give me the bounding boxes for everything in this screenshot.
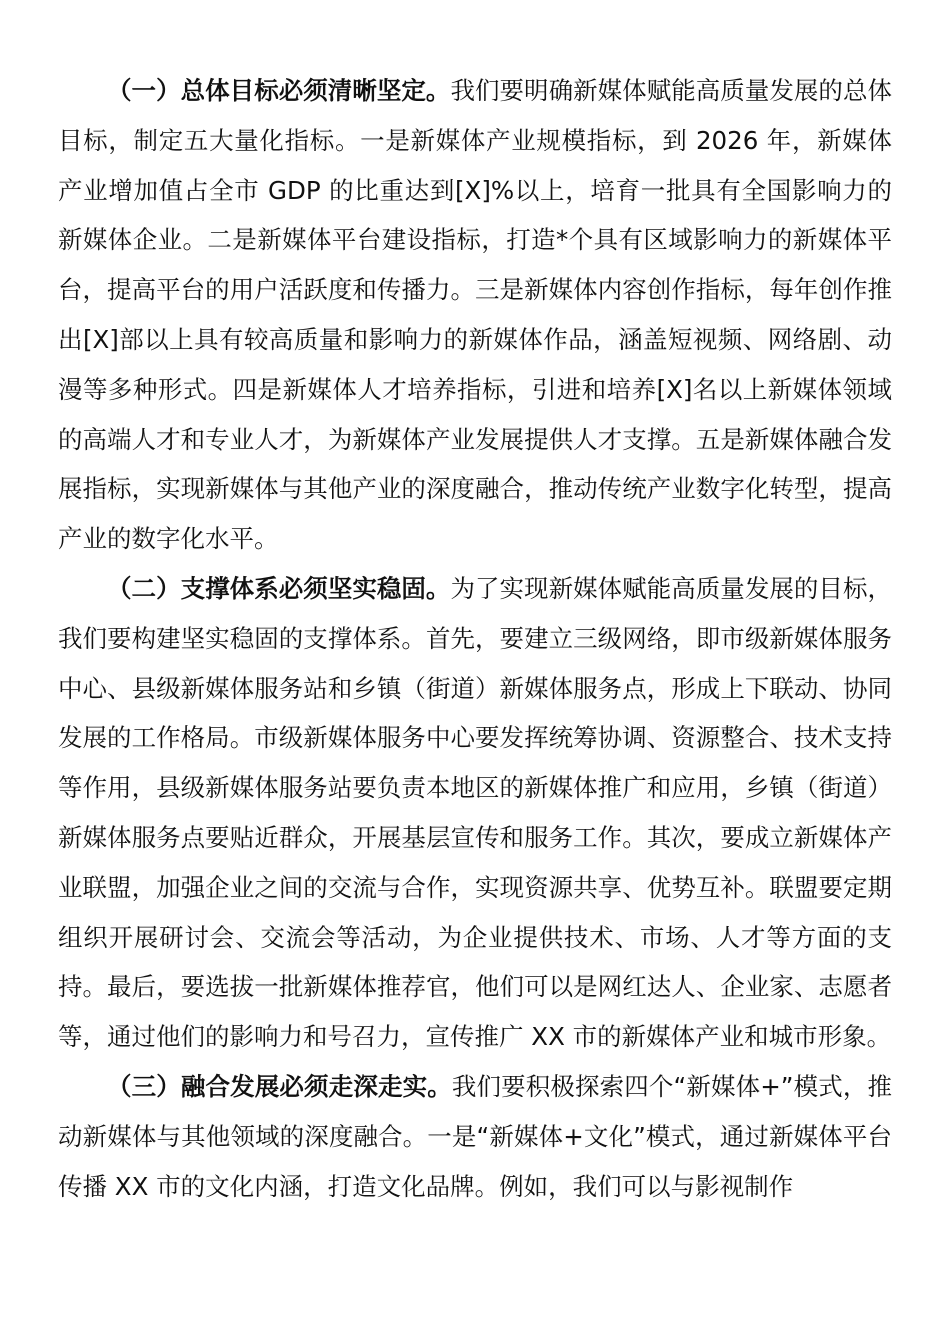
paragraph-body: 我们要积极探索四个“新媒体+”模式，推动新媒体与其他领域的深度融合。一是“新媒体+文化”模式，通过新媒体平台传播 XX 市的文化内涵，打造文化品牌。例如，我们可以与影视制作 <box>58 1071 892 1201</box>
paragraph-body: 为了实现新媒体赋能高质量发展的目标，我们要构建坚实稳固的支撑体系。首先，要建立三级网络，即市级新媒体服务中心、县级新媒体服务站和乡镇（街道）新媒体服务点，形成上下联动、协同发展的工作格局。市级新媒体服务中心要发挥统筹协调、资源整合、技术支持等作用，县级新媒体服务站要负责本地区的新媒体推广和应用，乡镇（街道）新媒体服务点要贴近群众，开展基层宣传和服务工作。其次，要成立新媒体产业联盟，加强企业之间的交流与合作，实现资源共享、优势互补。联盟要定期组织开展研讨会、交流会等活动，为企业提供技术、市场、人才等方面的支持。最后，要选拔一批新媒体推荐官，他们可以是网红达人、企业家、志愿者等，通过他们的影响力和号召力，宣传推广 XX 市的新媒体产业和城市形象。 <box>58 573 892 1052</box>
paragraph-integration <box>58 1062 892 1211</box>
paragraph-heading: （三）融合发展必须走深走实。 <box>107 1071 452 1101</box>
paragraph-support-system <box>58 564 892 1062</box>
paragraph-heading: （一）总体目标必须清晰坚定。 <box>107 76 451 105</box>
paragraph-body: 我们要明确新媒体赋能高质量发展的总体目标，制定五大量化指标。一是新媒体产业规模指标，到 2026 年，新媒体产业增加值占全市 GDP 的比重达到[X]%以上，培育一批具有全国影响力的新媒体企业。二是新媒体平台建设指标，打造*个具有区域影响力的新媒体平台，提高平台的用户活跃度和传播力。三是新媒体内容创作指标，每年创作推出[X]部以上具有较高质量和影响力的新媒体作品，涵盖短视频、网络剧、动漫等多种形式。四是新媒体人才培养指标，引进和培养[X]名以上新媒体领域的高端人才和专业人才，为新媒体产业发展提供人才支撑。五是新媒体融合发展指标，实现新媒体与其他产业的深度融合，推动传统产业数字化转型，提高产业的数字化水平。 <box>58 76 892 554</box>
paragraph-heading: （二）支撑体系必须坚实稳固。 <box>107 573 451 603</box>
paragraph-overall-goal <box>58 66 892 564</box>
document-page <box>58 66 892 1211</box>
